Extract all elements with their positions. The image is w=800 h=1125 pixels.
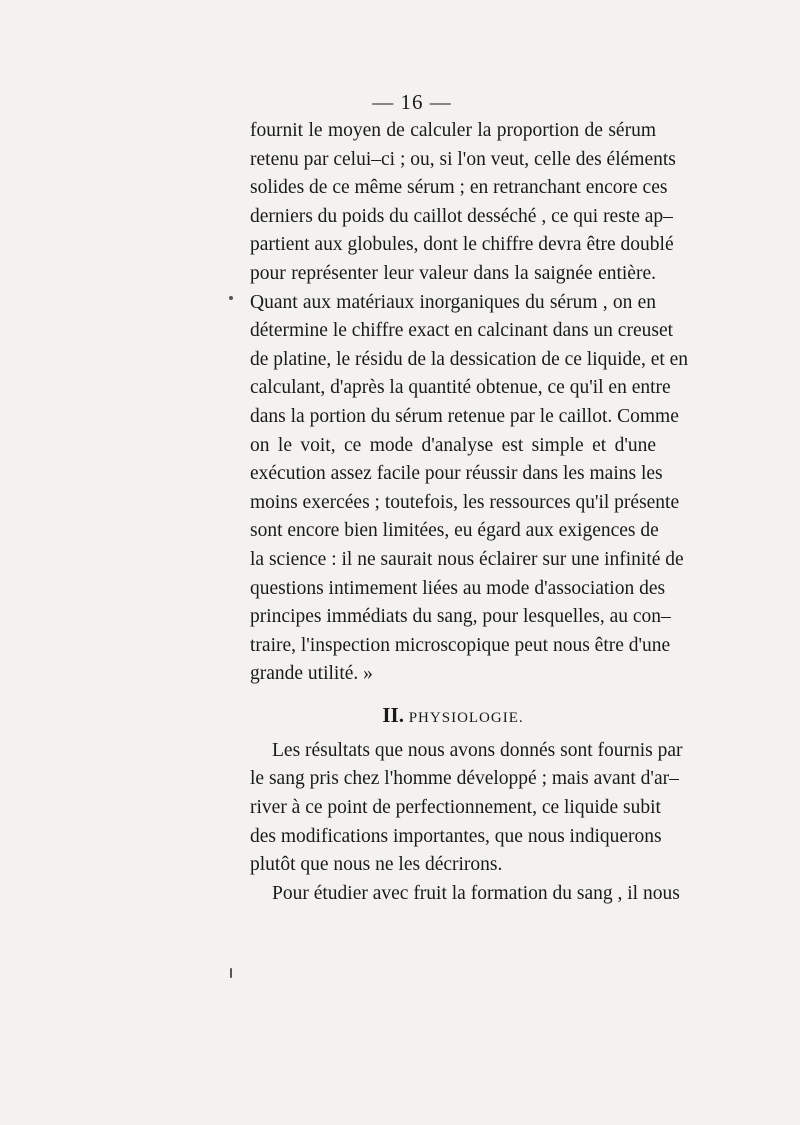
text-line: détermine le chiffre exact en calcinant dans un creuset <box>250 320 674 342</box>
text-line: calculant, d'après la quantité obtenue, ce qu'il en entre <box>250 377 671 399</box>
paper-speck <box>230 968 232 978</box>
text-line: retenu par celui–ci ; ou, si l'on veut, celle des éléments <box>250 148 676 170</box>
text-line: la science : il ne saurait nous éclairer sur une infinité de <box>250 548 684 570</box>
paragraph-2 <box>250 737 683 909</box>
text-line: Les résultats que nous avons donnés sont fournis par <box>272 739 683 761</box>
text-line: questions intimement liées au mode d'association des <box>250 577 666 599</box>
section-title: PHYSIOLOGIE. <box>408 709 524 726</box>
text-line: moins exercées ; toutefois, les ressources qu'il présente <box>250 491 680 513</box>
text-line: partient aux globules, dont le chiffre devra être doublé <box>250 234 674 256</box>
text-line: pour représenter leur valeur dans la saignée entière. <box>250 262 656 284</box>
body-text <box>250 117 689 908</box>
text-line: river à ce point de perfectionnement, ce liquide subit <box>250 797 661 819</box>
text-line: traire, l'inspection microscopique peut nous être d'une <box>250 634 671 656</box>
section-heading <box>250 695 656 735</box>
paragraph-1 <box>250 117 689 689</box>
text-line: fournit le moyen de calculer la proportion de sérum <box>250 120 656 141</box>
text-line: principes immédiats du sang, pour lesquelles, au con– <box>250 606 671 628</box>
text-line: le sang pris chez l'homme développé ; mais avant d'ar– <box>250 768 679 790</box>
text-line: grande utilité. » <box>250 663 373 685</box>
text-line: derniers du poids du caillot desséché , ce qui reste ap– <box>250 205 673 227</box>
text-line: exécution assez facile pour réussir dans les mains les <box>250 463 663 485</box>
text-line: plutôt que nous ne les décrirons. <box>250 854 503 876</box>
page-number: — 16 — <box>372 90 452 114</box>
text-line: Pour étudier avec fruit la formation du sang , il nous <box>272 882 680 904</box>
paper-speck <box>229 296 233 300</box>
text-line: sont encore bien limitées, eu égard aux exigences de <box>250 520 659 542</box>
text-line: dans la portion du sérum retenue par le caillot. Comme <box>250 405 679 427</box>
text-line: solides de ce même sérum ; en retranchant encore ces <box>250 177 668 199</box>
text-line: on le voit, ce mode d'analyse est simple et d'une <box>250 434 656 456</box>
section-number: II. <box>382 702 404 727</box>
text-line: de platine, le résidu de la dessication de ce liquide, et en <box>250 348 689 370</box>
text-line: des modifications importantes, que nous indiquerons <box>250 825 662 847</box>
text-line: Quant aux matériaux inorganiques du sérum , on en <box>250 291 656 313</box>
